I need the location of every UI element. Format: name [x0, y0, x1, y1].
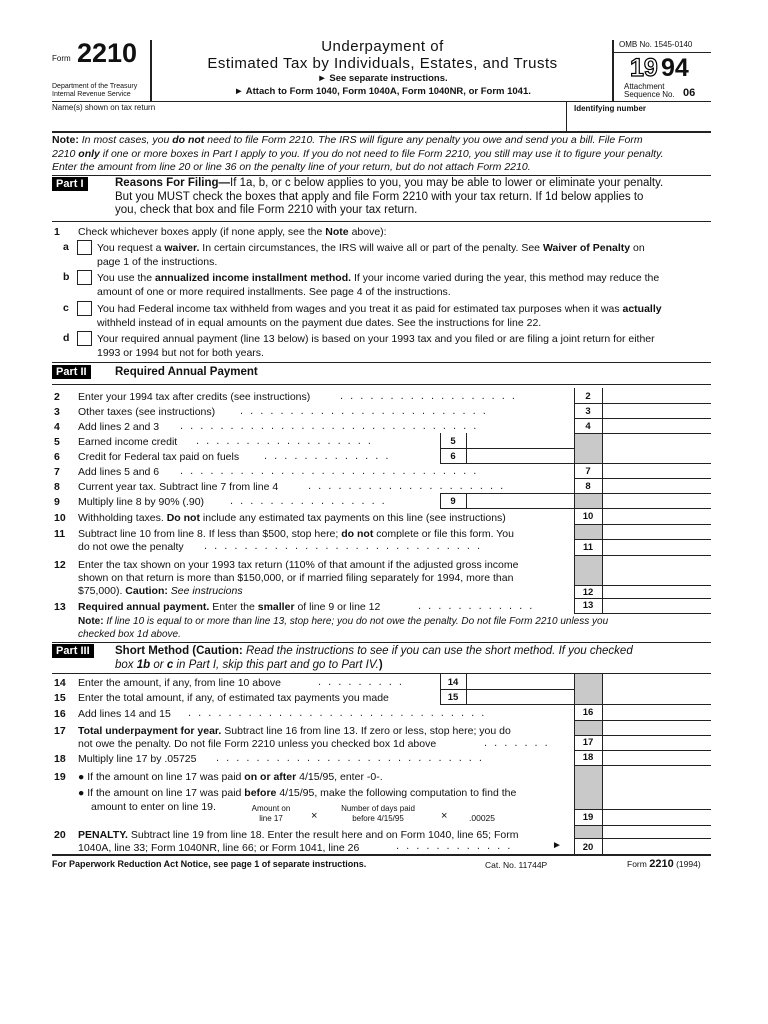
line16-box-number: 16 [582, 707, 594, 718]
line15-number: 15 [54, 692, 66, 704]
part1-heading: Reasons For Filing—If 1a, b, or c below applies to you, you may be able to lower or eliminate your penalty. But you MUST check the boxes that apply and file Form 2210 with your tax return. If 1d below applies to you, check that box and file Form 2210 with your tax return. [115, 177, 664, 216]
line1b-letter: b [63, 271, 70, 283]
line1c-letter: c [63, 302, 69, 314]
title-line2: Estimated Tax by Individuals, Estates, and Trusts [207, 55, 558, 72]
times-sign-1: × [311, 810, 318, 822]
line17-leader: . . . . . . . [484, 737, 550, 749]
names-label: Name(s) shown on tax return [52, 103, 156, 112]
line14-text: Enter the amount, if any, from line 10 above [78, 677, 281, 689]
paperwork-notice: For Paperwork Reduction Act Notice, see page 1 of separate instructions. [52, 859, 367, 869]
line11-number: 11 [54, 528, 66, 540]
catalog-number: Cat. No. 11744P [485, 860, 548, 870]
line12-text: Enter the tax shown on your 1993 tax return (110% of that amount if the adjusted gross income shown on that return is more than $150,000, or if married filing separately for 1994, more than $75,000). Caution: See instrucions [78, 559, 519, 597]
form-number: 2210 [77, 38, 138, 68]
line5-text: Earned income credit [78, 436, 178, 448]
year-bold: 94 [661, 54, 689, 82]
line13-leader: . . . . . . . . . . . . [418, 600, 535, 612]
line11-leader: . . . . . . . . . . . . . . . . . . . . . . . . . . . . [204, 540, 483, 552]
title-line1: Underpayment of [321, 38, 444, 55]
part1-label: Part I [52, 177, 88, 191]
identifying-number-label: Identifying number [574, 104, 646, 113]
computation-factor: .00025 [469, 813, 495, 823]
irs-label: Internal Revenue Service [52, 91, 131, 98]
line20-arrow-icon: ► [552, 840, 562, 851]
line15-amount-field[interactable] [467, 690, 574, 704]
dept-label: Department of the Treasury [52, 83, 138, 90]
line3-box-number: 3 [585, 406, 591, 417]
line10-amount-field[interactable] [603, 509, 711, 524]
line17-number: 17 [54, 725, 66, 737]
line13-amount-field[interactable] [603, 599, 711, 613]
line20-box-number: 20 [582, 842, 594, 853]
line4-text: Add lines 2 and 3 [78, 421, 160, 433]
line12-number: 12 [54, 559, 66, 571]
part3-heading: Short Method (Caution: Read the instructions to see if you can use the short method. If you checked box 1b or c in Part I, skip this part and go to Part IV.) [115, 645, 633, 671]
line8-number: 8 [54, 481, 60, 493]
line1c-text: You had Federal income tax withheld from wages and you treat it as paid for estimated tax purposes when it was actually withheld instead of in equal amounts on the payment due dates. See the instructions for line 22. [97, 303, 662, 329]
line19-box-number: 19 [582, 812, 594, 823]
line9-text: Multiply line 8 by 90% (.90) [78, 496, 205, 508]
sequence-number: 06 [683, 87, 696, 99]
line9-amount-field[interactable] [467, 494, 574, 508]
line7-number: 7 [54, 466, 60, 478]
sequence-label: Sequence No. [624, 90, 675, 99]
line8-text: Current year tax. Subtract line 7 from line 4 [78, 481, 279, 493]
line7-box-number: 7 [585, 466, 591, 477]
line16-text: Add lines 14 and 15 [78, 708, 171, 720]
line16-number: 16 [54, 708, 66, 720]
form-label: Form [52, 54, 71, 63]
line19-amount-field[interactable] [603, 810, 711, 825]
year-outline: 19 [630, 54, 658, 82]
line1a-letter: a [63, 241, 69, 253]
line5-number: 5 [54, 436, 60, 448]
line18-amount-field[interactable] [603, 751, 711, 765]
line20-text: PENALTY. Subtract line 19 from line 18. Enter the result here and on Form 1040, line 65; Form 1040A, line 33; Form 1040NR, line 66; or Form 1041, line 26 [78, 829, 519, 854]
line1b-text: You use the annualized income installment method. If your income varied during the year, this method may reduce the amount of one or more required installments. See page 4 of the instructions. [97, 272, 660, 298]
footer-form-id: Form 2210 (1994) [627, 858, 701, 870]
times-sign-2: × [441, 810, 448, 822]
line15-text: Enter the total amount, if any, of estimated tax payments you made [78, 692, 389, 704]
line4-box-number: 4 [585, 421, 591, 432]
line6-number: 6 [54, 451, 60, 463]
line12-box-number: 12 [582, 587, 594, 598]
line10-box-number: 10 [582, 511, 594, 522]
line10-text: Withholding taxes. Do not include any estimated tax payments on this line (see instructions) [78, 512, 506, 524]
line17-text: Total underpayment for year. Subtract line 16 from line 13. If zero or less, stop here; you do not owe the penalty. Do not file Form 2210 unless you checked box 1d above [78, 725, 511, 750]
line7-amount-field[interactable] [603, 464, 711, 478]
line5-leader: . . . . . . . . . . . . . . . . . . [196, 435, 373, 447]
line16-amount-field[interactable] [603, 705, 711, 720]
line2-number: 2 [54, 391, 60, 403]
general-note: Note: In most cases, you do not need to file Form 2210. The IRS will figure any penalty you owe and send you a bill. File Form 2210 only if one or more boxes in Part I apply to you. If you do not need to file Form 2210, you still may use it to figure your penalty. Enter the amount from line 20 or line 36 on the penalty line of your return, but do not attach Form 2210. [52, 134, 664, 173]
line6-text: Credit for Federal tax paid on fuels [78, 451, 240, 463]
checkbox-1b[interactable] [77, 270, 92, 285]
line20-number: 20 [54, 829, 66, 841]
line16-leader: . . . . . . . . . . . . . . . . . . . . . . . . . . . . . . [188, 707, 487, 719]
line6-box-number: 6 [450, 451, 456, 462]
attachment-label: Attachment [624, 82, 665, 91]
line18-number: 18 [54, 753, 66, 765]
line19-number: 19 [54, 771, 66, 783]
line19-text-b: ● If the amount on line 17 was paid before 4/15/95, make the following computation to find the [78, 787, 517, 799]
line2-text: Enter your 1994 tax after credits (see instructions) [78, 391, 311, 403]
attach-instructions: ► Attach to Form 1040, Form 1040A, Form 1040NR, or Form 1041. [234, 86, 531, 97]
line13-box-number: 13 [582, 600, 594, 611]
line14-leader: . . . . . . . . . [318, 676, 404, 688]
line2-box-number: 2 [585, 391, 591, 402]
line3-amount-field[interactable] [603, 404, 711, 418]
line2-amount-field[interactable] [603, 389, 711, 403]
line14-box-number: 14 [447, 677, 459, 688]
line9-number: 9 [54, 496, 60, 508]
line9-leader: . . . . . . . . . . . . . . . . [230, 495, 387, 507]
line1d-text: Your required annual payment (line 13 below) is based on your 1993 tax and you filed or are filing a joint return for either 1993 or 1994 but not for both years. [97, 333, 655, 359]
line18-box-number: 18 [582, 752, 594, 763]
line11-amount-field[interactable] [603, 540, 711, 555]
line17-amount-field[interactable] [603, 736, 711, 750]
line9-box-number: 9 [450, 496, 456, 507]
part2-title: Required Annual Payment [115, 366, 258, 378]
line4-leader: . . . . . . . . . . . . . . . . . . . . . . . . . . . . . . [180, 420, 479, 432]
line18-text: Multiply line 17 by .05725 [78, 753, 197, 765]
line18-leader: . . . . . . . . . . . . . . . . . . . . . . . . . . . [216, 752, 484, 764]
line3-leader: . . . . . . . . . . . . . . . . . . . . . . . . . [240, 405, 488, 417]
checkbox-1c[interactable] [77, 301, 92, 316]
line17-box-number: 17 [582, 737, 594, 748]
line13-text: Required annual payment. Enter the smaller of line 9 or line 12 [78, 601, 381, 613]
line1d-letter: d [63, 332, 70, 344]
line4-amount-field[interactable] [603, 419, 711, 433]
line6-amount-field[interactable] [467, 449, 574, 463]
see-instructions: ► See separate instructions. [317, 73, 448, 84]
line13-number: 13 [54, 601, 66, 613]
part2-label: Part II [52, 365, 91, 379]
line19-text-a: ● If the amount on line 17 was paid on or after 4/15/95, enter -0-. [78, 771, 383, 783]
form-title [160, 38, 605, 97]
line11-text: Subtract line 10 from line 8. If less than $500, stop here; do not complete or file this form. You do not owe the penalty [78, 528, 514, 553]
line12-amount-field[interactable] [603, 586, 711, 598]
checkbox-1d[interactable] [77, 331, 92, 346]
line20-amount-field[interactable] [603, 839, 711, 854]
line2-leader: . . . . . . . . . . . . . . . . . . [340, 390, 517, 402]
line11-box-number: 11 [582, 542, 594, 553]
line7-leader: . . . . . . . . . . . . . . . . . . . . . . . . . . . . . . [180, 465, 479, 477]
line4-number: 4 [54, 421, 60, 433]
line1-text: Check whichever boxes apply (if none apply, see the Note above): [78, 226, 387, 238]
computation-days-label: Number of days paid before 4/15/95 [341, 804, 415, 823]
line5-amount-field[interactable] [467, 434, 574, 448]
part3-label: Part III [52, 644, 94, 658]
line6-leader: . . . . . . . . . . . . . [264, 450, 391, 462]
line8-box-number: 8 [585, 481, 591, 492]
omb-number: OMB No. 1545-0140 [619, 40, 693, 49]
line3-number: 3 [54, 406, 60, 418]
line14-amount-field[interactable] [467, 675, 574, 689]
line20-leader: . . . . . . . . . . . . [396, 840, 513, 852]
line14-number: 14 [54, 677, 66, 689]
line15-box-number: 15 [447, 692, 459, 703]
computation-amount-label: Amount on line 17 [251, 804, 291, 823]
line7-text: Add lines 5 and 6 [78, 466, 160, 478]
line3-text: Other taxes (see instructions) [78, 406, 216, 418]
line10-number: 10 [54, 512, 66, 524]
line5-box-number: 5 [450, 436, 456, 447]
line19-text-c: amount to enter on line 19. [91, 801, 216, 813]
line1a-text: You request a waiver. In certain circumstances, the IRS will waive all or part of the penalty. See Waiver of Penalty on page 1 of the instructions. [97, 242, 645, 268]
line1-number: 1 [54, 226, 60, 238]
line13-note: Note: If line 10 is equal to or more than line 13, stop here; you do not owe the penalty. Do not file Form 2210 unless you checked box 1d above. [78, 616, 609, 640]
line8-leader: . . . . . . . . . . . . . . . . . . . . [308, 480, 506, 492]
checkbox-1a[interactable] [77, 240, 92, 255]
line8-amount-field[interactable] [603, 479, 711, 493]
